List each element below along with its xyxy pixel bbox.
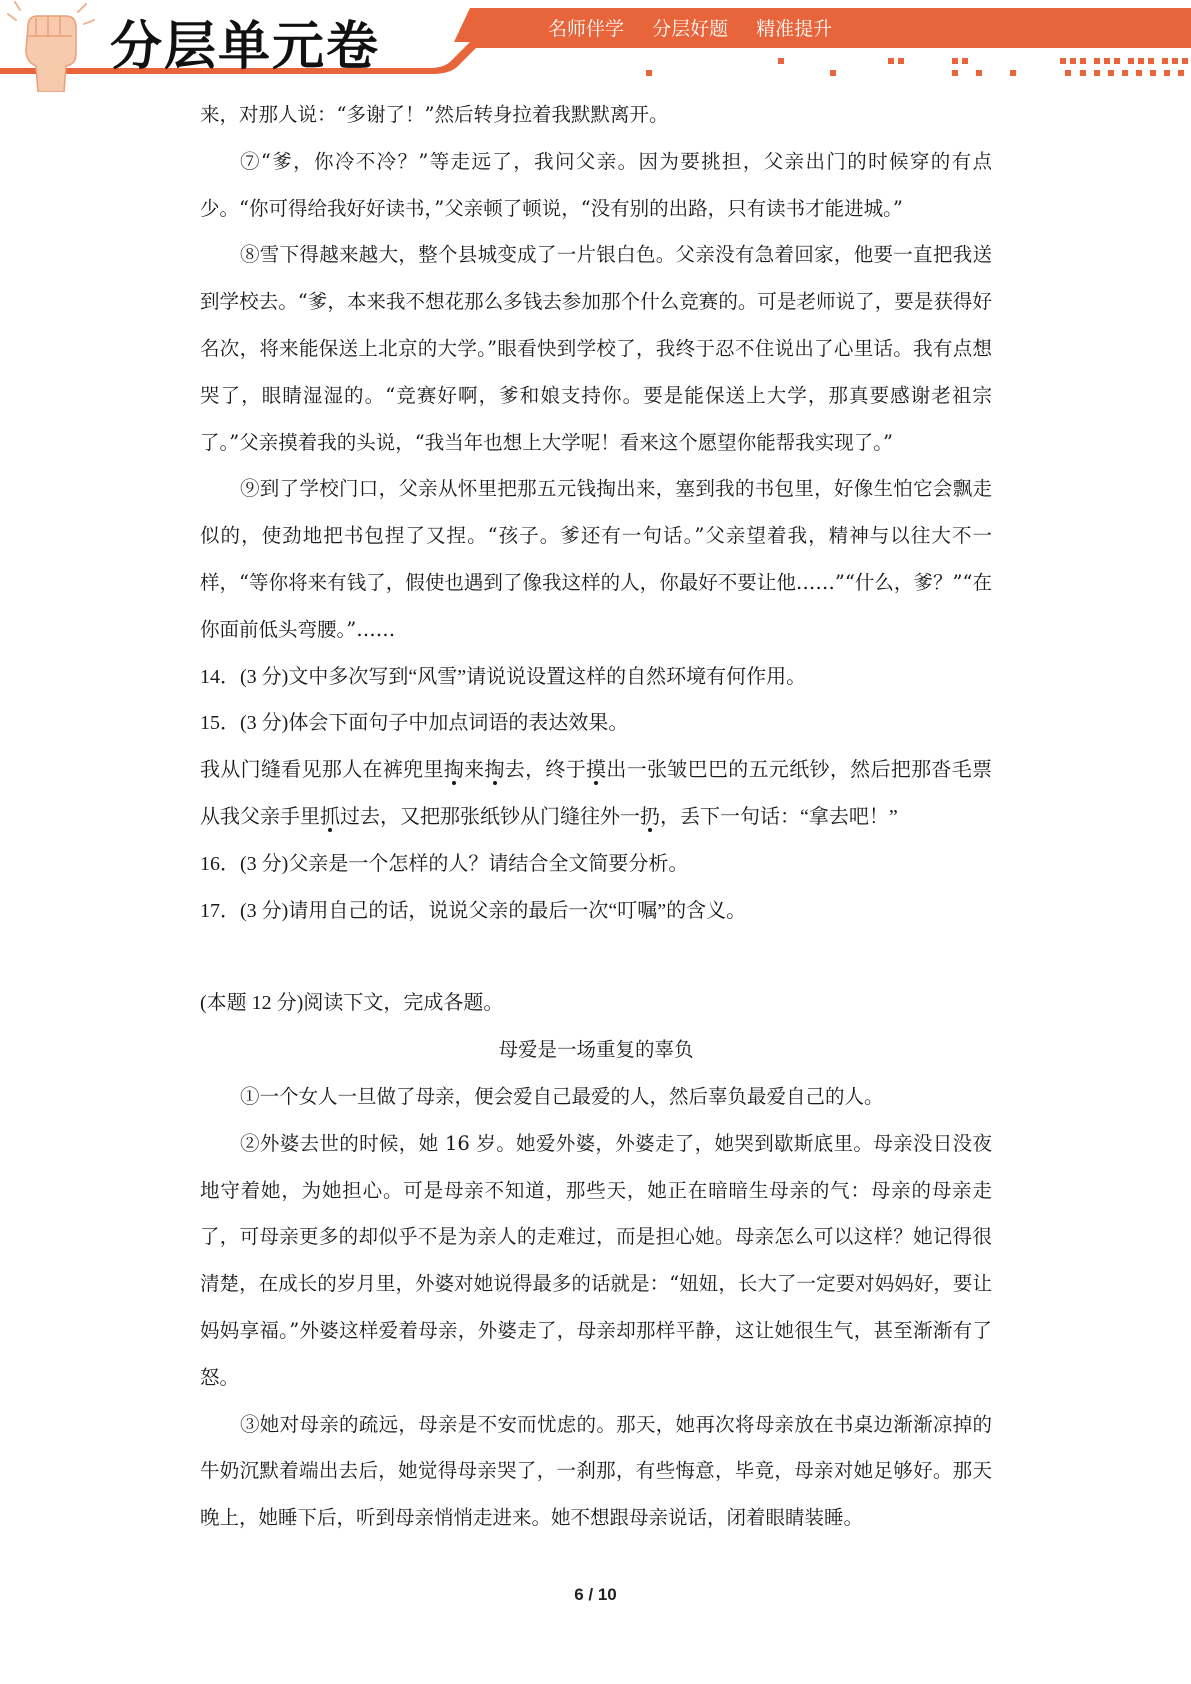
document-body [200, 92, 992, 1542]
dotted-word: 掏 [484, 759, 505, 782]
question-15: 15．(3 分)体会下面句子中加点词语的表达效果。 [200, 712, 629, 735]
sentence-text: 我从门缝看见那人在裤兜里 [200, 759, 444, 782]
sentence-text: 来 [464, 759, 485, 782]
sentence-text: 过去，又把那张纸钞从门缝往外一 [340, 805, 640, 828]
paragraph-1: ①一个女人一旦做了母亲，便会爱自己最爱的人，然后辜负最爱自己的人。 [240, 1084, 884, 1108]
page-indicator: 6 / 10 [574, 1585, 617, 1604]
paragraph-7: ⑦“爹，你冷不冷？”等走远了，我问父亲。因为要挑担，父亲出门的时候穿的有点少。“你可得给我好好读书，”父亲顿了顿说，“没有别的出路，只有读书才能进城。” [200, 149, 992, 220]
fist-icon [6, 0, 96, 92]
slogan-item: 名师伴学 [548, 18, 625, 40]
header-slogans [548, 14, 854, 41]
section-intro: (本题 12 分)阅读下文，完成各题。 [200, 992, 504, 1015]
dotted-word: 抓 [320, 805, 340, 828]
passage-title: 母爱是一场重复的辜负 [498, 1038, 694, 1062]
paragraph-9: ⑨到了学校门口，父亲从怀里把那五元钱掏出来，塞到我的书包里，好像生怕它会飘走似的，使劲地把书包捏了又捏。“孩子。爹还有一句话。”父亲望着我，精神与以往大不一样，“等你将来有钱了，假使也遇到了像我这样的人，你最好不要让他……”“什么，爹？”“在你面前低头弯腰。”…… [200, 477, 992, 641]
dotted-word: 掏 [443, 759, 465, 782]
slogan-item: 精准提升 [756, 18, 833, 40]
slogan-item: 分层好题 [652, 18, 729, 40]
sentence-text: 出一张皱巴巴的五元纸钞，然后把那沓毛票从我父亲手里 [200, 759, 993, 828]
question-16: 16．(3 分)父亲是一个怎样的人？请结合全文简要分析。 [200, 852, 689, 875]
question-15-sentence [200, 747, 992, 841]
sentence-text: ，丢下一句话：“拿去吧！” [660, 805, 898, 828]
dotted-word: 摸 [586, 759, 607, 782]
dotted-word: 扔 [640, 805, 660, 828]
header-title: 分层单元卷 [110, 17, 381, 77]
sentence-text: 去，终于 [504, 759, 587, 782]
paragraph-2: ②外婆去世的时候，她 16 岁。她爱外婆，外婆走了，她哭到歇斯底里。母亲没日没夜地守着她，为她担心。可是母亲不知道，那些天，她正在暗暗生母亲的气：母亲的母亲走了，可母亲更多的却似乎不是为亲人的走难过，而是担心她。母亲怎么可以这样？她记得很清楚，在成长的岁月里，外婆对她说得最多的话就是：“妞妞，长大了一定要对妈妈好，要让妈妈享福。”外婆这样爱着母亲，外婆走了，母亲却那样平静，这让她很生气，甚至渐渐有了怒。 [200, 1131, 992, 1389]
paragraph-continued: 来，对那人说：“多谢了！”然后转身拉着我默默离开。 [200, 103, 669, 126]
question-17: 17．(3 分)请用自己的话，说说父亲的最后一次“叮嘱”的含义。 [200, 899, 747, 922]
question-14: 14．(3 分)文中多次写到“风雪”请说说设置这样的自然环境有何作用。 [200, 665, 807, 688]
paragraph-3: ③她对母亲的疏远，母亲是不安而忧虑的。那天，她再次将母亲放在书桌边渐渐凉掉的牛奶沉默着端出去后，她觉得母亲哭了，一刹那，有些悔意，毕竟，母亲对她足够好。那天晚上，她睡下后，听到母亲悄悄走进来。她不想跟母亲说话，闭着眼睛装睡。 [200, 1412, 992, 1530]
paragraph-8: ⑧雪下得越来越大，整个县城变成了一片银白色。父亲没有急着回家，他要一直把我送到学校去。“爹，本来我不想花那么多钱去参加那个什么竞赛的。可是老师说了，要是获得好名次，将来能保送上北京的大学。”眼看快到学校了，我终于忍不住说出了心里话。我有点想哭了，眼睛湿湿的。“竞赛好啊，爹和娘支持你。要是能保送上大学，那真要感谢老祖宗了。”父亲摸着我的头说，“我当年也想上大学呢！看来这个愿望你能帮我实现了。” [200, 243, 992, 454]
section-spacer [200, 934, 992, 980]
page-header [0, 0, 1191, 92]
